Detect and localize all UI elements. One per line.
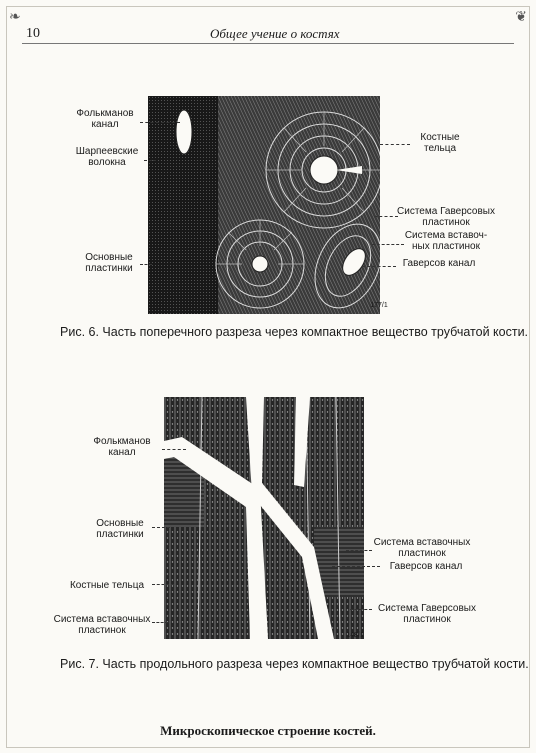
fig6-label-haversian-system: Система Гаверсовых пластинок (397, 206, 495, 228)
fig6-label-sharpey-fibers: Шарпеевские волокна (75, 146, 139, 168)
leader-line (152, 527, 170, 528)
leader-line (152, 622, 168, 623)
fig7-figure-code: 148/1 (346, 632, 364, 639)
fig7-label-interstitial-left: Система вставочных пластинок (53, 614, 151, 636)
leader-line (350, 609, 372, 610)
running-title: Общее учение о костях (210, 26, 340, 41)
cross-section-illustration (148, 96, 380, 314)
corner-ornament: ❧ (9, 10, 21, 25)
leader-line (362, 266, 396, 267)
fig6-label-volkmann-canal: Фолькманов канал (76, 108, 134, 130)
leader-line (380, 144, 410, 145)
fig7-label-bone-cells: Костные тельца (69, 580, 145, 591)
leader-line (144, 160, 156, 161)
leader-line (374, 216, 398, 217)
section-heading: Микроскопическое строение костей. (160, 723, 376, 738)
leader-line (152, 584, 174, 585)
page-number: 10 (26, 26, 40, 41)
fig6-figure-code: 177/1 (370, 302, 388, 309)
fig6-caption: Рис. 6. Часть поперечного разреза через компактное вещество трубчатой кости. (60, 325, 529, 339)
fig7-label-haversian-canal: Гаверсов канал (389, 561, 463, 572)
fig7-label-haversian-system: Система Гаверсовых пластинок (378, 603, 476, 625)
fig6-label-interstitial-system: Система вставоч- ных пластинок (404, 230, 488, 252)
leader-line (140, 122, 180, 123)
leader-line (346, 550, 372, 551)
header-rule (22, 43, 514, 44)
fig6-label-bone-cells: Костные тельца (420, 132, 460, 154)
leader-line (332, 566, 380, 567)
fig6-label-basic-lamellae: Основные пластинки (85, 252, 133, 274)
fig6-label-haversian-canal: Гаверсов канал (402, 258, 476, 269)
fig7-label-volkmann-canal: Фолькманов канал (93, 436, 151, 458)
leader-line (162, 449, 186, 450)
leader-line (140, 264, 152, 265)
longitudinal-section-illustration (164, 397, 364, 639)
fig7-caption: Рис. 7. Часть продольного разреза через компактное вещество трубчатой кости. (60, 657, 529, 671)
fig7-label-interstitial-right: Система вставочных пластинок (373, 537, 471, 559)
corner-ornament: ❦ (515, 10, 527, 25)
fig7-label-basic-lamellae: Основные пластинки (96, 518, 144, 540)
leader-line (372, 244, 404, 245)
